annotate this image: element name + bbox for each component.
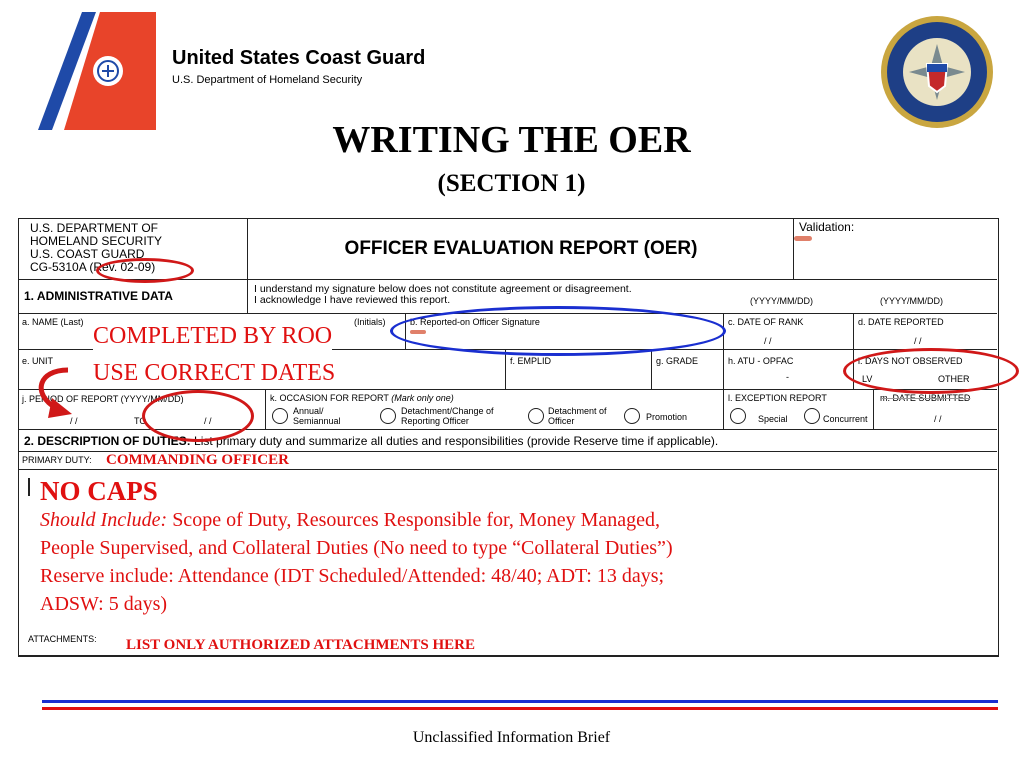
coast-guard-logo	[36, 12, 156, 130]
unit-label: e. UNIT	[22, 356, 54, 366]
form-revision: (Rev. 02-09)	[89, 260, 156, 274]
agency-line: HOMELAND SECURITY	[30, 234, 163, 248]
date-reported-label: d. DATE REPORTED	[858, 317, 944, 327]
use-correct-dates-note: USE CORRECT DATES	[93, 360, 336, 386]
period-to-slashes: / /	[204, 416, 212, 426]
ack-line1: I understand my signature below does not constitute agreement or disagreement.	[254, 283, 632, 295]
concurrent-radio[interactable]	[804, 408, 820, 424]
footer-text: Unclassified Information Brief	[412, 729, 611, 746]
form-title: OFFICER EVALUATION REPORT (OER)	[344, 238, 698, 259]
date-submitted-cell[interactable]	[874, 390, 997, 430]
primary-duty-label: PRIMARY DUTY:	[22, 455, 92, 465]
days-not-observed-highlight	[843, 348, 1019, 394]
text-cursor	[28, 478, 30, 496]
section2-title: 2. DESCRIPTION OF DUTIES:	[24, 434, 191, 448]
footer-rule-red	[42, 707, 998, 710]
footer-rule-blue	[42, 700, 998, 703]
days-not-observed-label: i. DAYS NOT OBSERVED	[858, 356, 963, 366]
agency-line: U.S. DEPARTMENT OF	[30, 221, 159, 235]
atu-dash: -	[786, 372, 789, 382]
occasion-opt1-line1: Annual/	[293, 406, 324, 416]
form-title-cell	[248, 218, 794, 280]
occasion-cell	[266, 390, 724, 430]
reported-on-label: b. Reported-on Officer Signature	[410, 317, 540, 327]
occasion-opt1-line2: Semiannual	[293, 416, 341, 426]
atu-cell[interactable]	[724, 350, 854, 390]
date-submitted-label: m. DATE SUBMITTED	[880, 393, 971, 403]
occasion-opt2-line1: Detachment/Change of	[401, 406, 494, 416]
period-label: j. PERIOD OF REPORT (YYYY/MM/DD)	[22, 394, 184, 404]
period-from-slashes: / /	[70, 416, 78, 426]
date-of-rank-label: c. DATE OF RANK	[728, 317, 804, 327]
section1-title-cell	[18, 280, 248, 314]
exception-opt1: Special	[758, 414, 788, 424]
page-subtitle: (SECTION 1)	[437, 170, 586, 197]
guidance-line2: People Supervised, and Collateral Duties (No need to type “Collateral Duties”)	[40, 537, 673, 559]
should-include-label: Should Include:	[40, 509, 168, 531]
date-format-1: (YYYY/MM/DD)	[750, 296, 813, 306]
form-revision-highlight	[96, 258, 194, 283]
date-format-2: (YYYY/MM/DD)	[880, 296, 943, 306]
no-caps-note: NO CAPS	[40, 476, 158, 506]
validation-marker-icon	[794, 236, 812, 241]
org-name: United States Coast Guard	[172, 47, 426, 69]
section1-title: 1. ADMINISTRATIVE DATA	[24, 289, 173, 303]
attachments-label: ATTACHMENTS:	[28, 634, 97, 644]
grade-cell[interactable]	[652, 350, 724, 390]
occasion-opt4: Promotion	[646, 412, 688, 422]
annual-radio[interactable]	[272, 408, 288, 424]
section2-instructions: List primary duty and summarize all duties and responsibilities (provide Reserve time if applicable).	[194, 434, 719, 448]
grade-label: g. GRADE	[656, 356, 699, 366]
duties-guidance	[40, 476, 940, 618]
signature-highlight	[390, 306, 726, 356]
primary-duty-value: COMMANDING OFFICER	[106, 452, 289, 468]
date-submitted-slashes: / /	[934, 414, 942, 424]
occasion-opt3-line1: Detachment of	[548, 406, 607, 416]
emplid-cell[interactable]	[506, 350, 652, 390]
coast-guard-stripe-icon	[36, 12, 156, 130]
period-of-report-highlight	[142, 390, 254, 442]
initials-label: (Initials)	[354, 317, 386, 327]
seal-icon	[879, 14, 995, 130]
emplid-label: f. EMPLID	[510, 356, 552, 366]
ack-line2: I acknowledge I have reviewed this report.	[254, 294, 451, 306]
page-title: WRITING THE OER	[332, 119, 691, 161]
exception-opt2: Concurrent	[823, 414, 868, 424]
detachment-change-radio[interactable]	[380, 408, 396, 424]
occasion-label: k. OCCASION FOR REPORT	[270, 393, 389, 403]
form-number: CG-5310A	[30, 260, 87, 274]
occasion-opt3-line2: Officer	[548, 416, 575, 426]
personnel-service-center-seal	[879, 14, 995, 130]
date-reported-slashes: / /	[914, 336, 922, 346]
guidance-line3: Reserve include: Attendance (IDT Scheduled/Attended: 48/40; ADT: 13 days;	[40, 565, 665, 587]
promotion-radio[interactable]	[624, 408, 640, 424]
exception-report-cell	[724, 390, 874, 430]
completed-by-roo-note: COMPLETED BY ROO	[93, 323, 333, 349]
name-label: a. NAME (Last)	[22, 317, 84, 327]
validation-label: Validation:	[799, 220, 855, 234]
date-of-rank-cell[interactable]	[724, 314, 854, 350]
period-to-label: TO	[134, 416, 147, 426]
should-include-text: Scope of Duty, Resources Responsible for, Money Managed,	[172, 509, 660, 531]
dept-name: U.S. Department of Homeland Security	[172, 74, 363, 86]
lv-label: LV	[862, 374, 873, 384]
occasion-note: (Mark only one)	[391, 393, 454, 403]
agency-line: U.S. COAST GUARD	[30, 247, 145, 261]
date-of-rank-slashes: / /	[764, 336, 772, 346]
special-radio[interactable]	[730, 408, 746, 424]
curved-arrow-icon	[28, 364, 88, 424]
guidance-line4: ADSW: 5 days)	[40, 593, 168, 615]
exception-label: l. EXCEPTION REPORT	[728, 393, 827, 403]
validation-cell	[794, 218, 997, 280]
date-reported-cell[interactable]	[854, 314, 997, 350]
other-label: OTHER	[938, 374, 970, 384]
occasion-opt2-line2: Reporting Officer	[401, 416, 469, 426]
atu-label: h. ATU - OPFAC	[728, 356, 794, 366]
detachment-officer-radio[interactable]	[528, 408, 544, 424]
attachments-value: LIST ONLY AUTHORIZED ATTACHMENTS HERE	[126, 637, 475, 653]
